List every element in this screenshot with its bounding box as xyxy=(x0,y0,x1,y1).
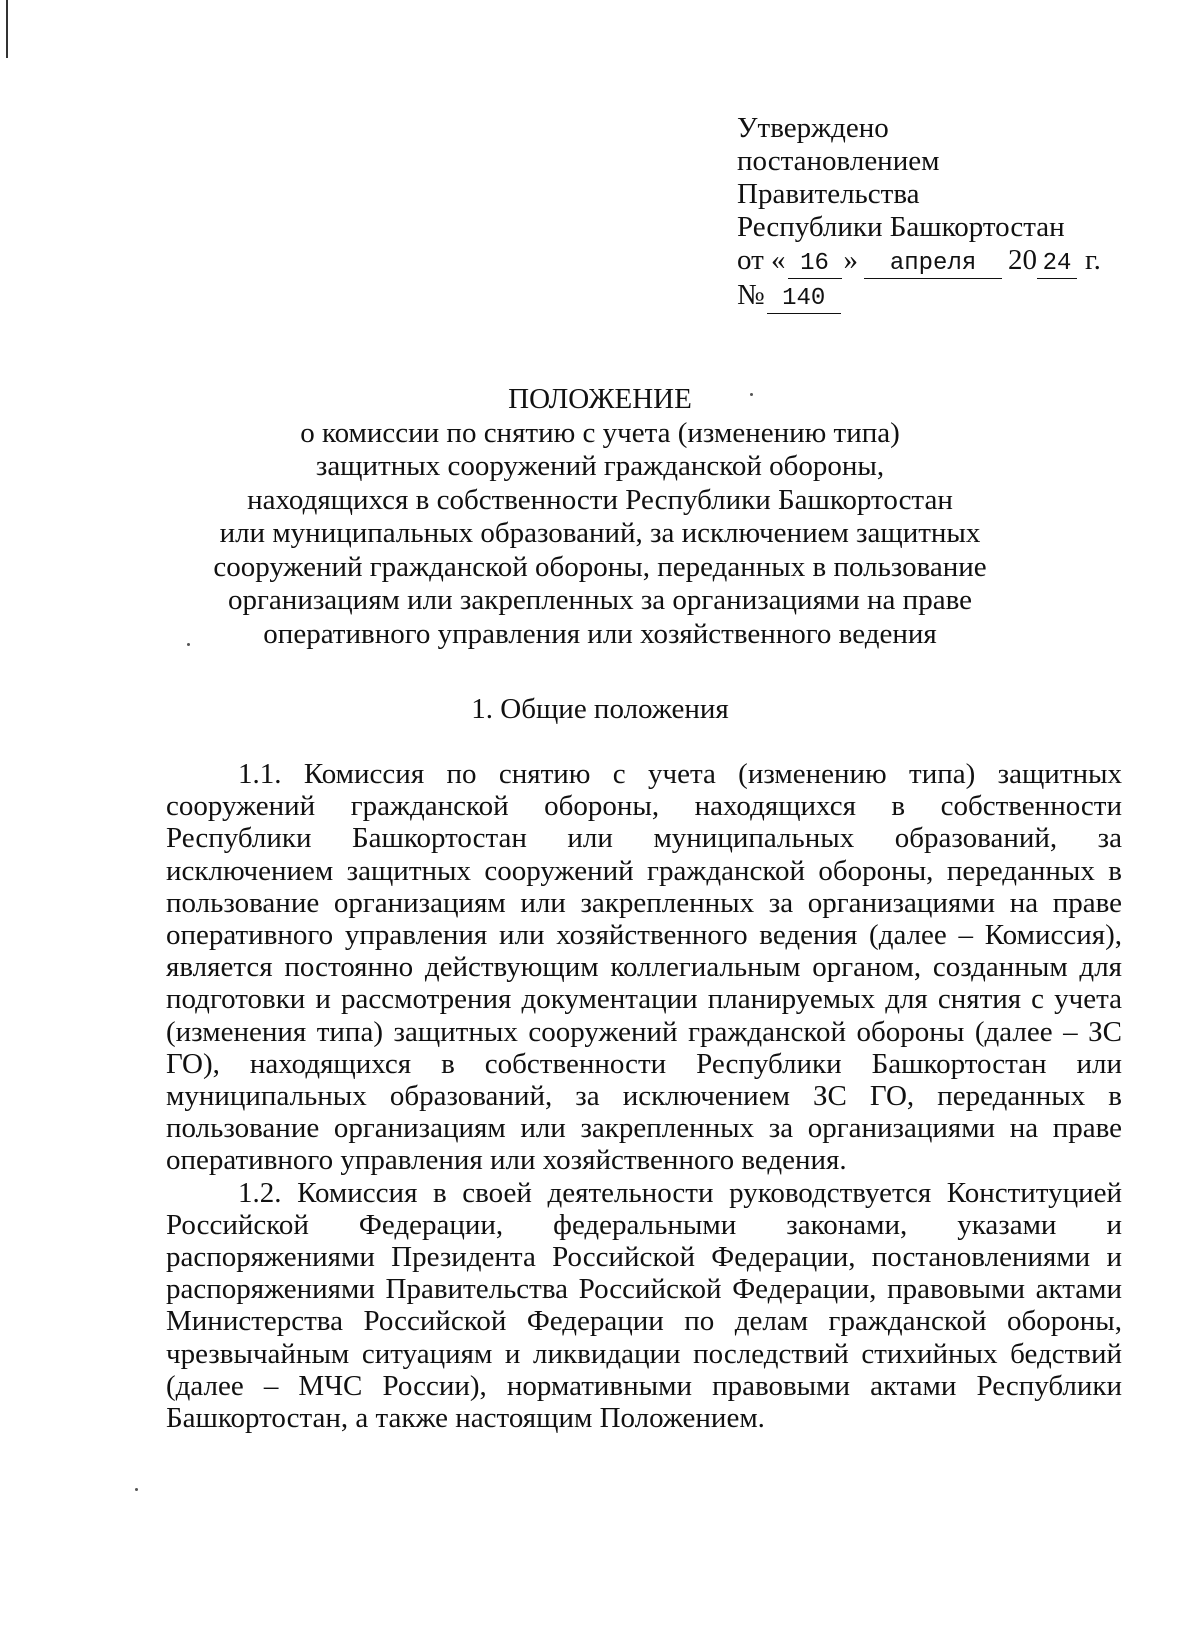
number-prefix: № xyxy=(737,279,765,311)
approval-stamp-block xyxy=(737,112,1101,314)
title-line: оперативного управления или хозяйственного ведения xyxy=(263,617,937,650)
title-line: находящихся в собственности Республики Башкортостан xyxy=(247,483,953,516)
document-title xyxy=(100,383,1100,651)
title-line: организациям или закрепленных за организациями на праве xyxy=(228,584,972,616)
date-year-unit: г. xyxy=(1085,244,1101,276)
scan-edge-mark xyxy=(6,0,8,58)
section-body xyxy=(166,758,1122,1434)
title-heading: ПОЛОЖЕНИЕ xyxy=(508,383,692,415)
paragraph-1-2: 1.2. Комиссия в своей деятельности руководствуется Конституцией Российской Федерации, федеральными законами, указами и распоряжениями Президента Российской Федерации, постановлениями и распоряжениями Правительства Российской Федерации, правовыми актами Министерства Российской Федерации по делам гражданской обороны, чрезвычайным ситуациям и ликвидации последствий стихийных бедствий (далее – МЧС России), нормативными правовыми актами Республики Башкортостан, а также настоящим Положением. xyxy=(166,1176,1122,1435)
approval-line: Утверждено xyxy=(737,112,889,144)
title-line: сооружений гражданской обороны, переданных в пользование xyxy=(213,550,987,583)
approval-date-line xyxy=(737,244,1101,279)
date-day-close: » xyxy=(843,244,859,276)
approval-line: Правительства xyxy=(737,178,920,210)
title-line: защитных сооружений гражданской обороны, xyxy=(315,450,885,482)
document-number: 140 xyxy=(767,285,841,314)
section-heading: 1. Общие положения xyxy=(471,693,729,725)
approval-number-line xyxy=(737,279,1101,314)
approval-line: Республики Башкортостан xyxy=(737,211,1065,243)
date-day: 16 xyxy=(788,250,842,279)
approval-line: постановлением xyxy=(737,145,940,177)
title-line: или муниципальных образований, за исключением защитных xyxy=(219,517,981,549)
date-year-suffix: 24 xyxy=(1037,250,1077,279)
scan-speck xyxy=(135,1488,138,1491)
paragraph-1-1: 1.1. Комиссия по снятию с учета (изменению типа) защитных сооружений гражданской обороны, находящихся в собственности Республики Башкортостан или муниципальных образований, за исключением защитных сооружений гражданской обороны, переданных в пользование организациям или закрепленных за организациями на праве оперативного управления или хозяйственного ведения (далее – Комиссия), является постоянно действующим коллегиальным органом, созданным для подготовки и рассмотрения документации планируемых для снятия с учета (изменения типа) защитных сооружений гражданской обороны (далее – ЗС ГО), находящихся в собственности Республики Башкортостан или муниципальных образований, за исключением ЗС ГО, переданных в пользование организациям или закрепленных за организациями на праве оперативного управления или хозяйственного ведения. xyxy=(166,758,1122,1177)
date-prefix: от « xyxy=(737,244,786,276)
date-month: апреля xyxy=(864,250,1002,279)
title-line: о комиссии по снятию с учета (изменению типа) xyxy=(300,416,900,449)
date-year-prefix: 20 xyxy=(1008,244,1038,276)
